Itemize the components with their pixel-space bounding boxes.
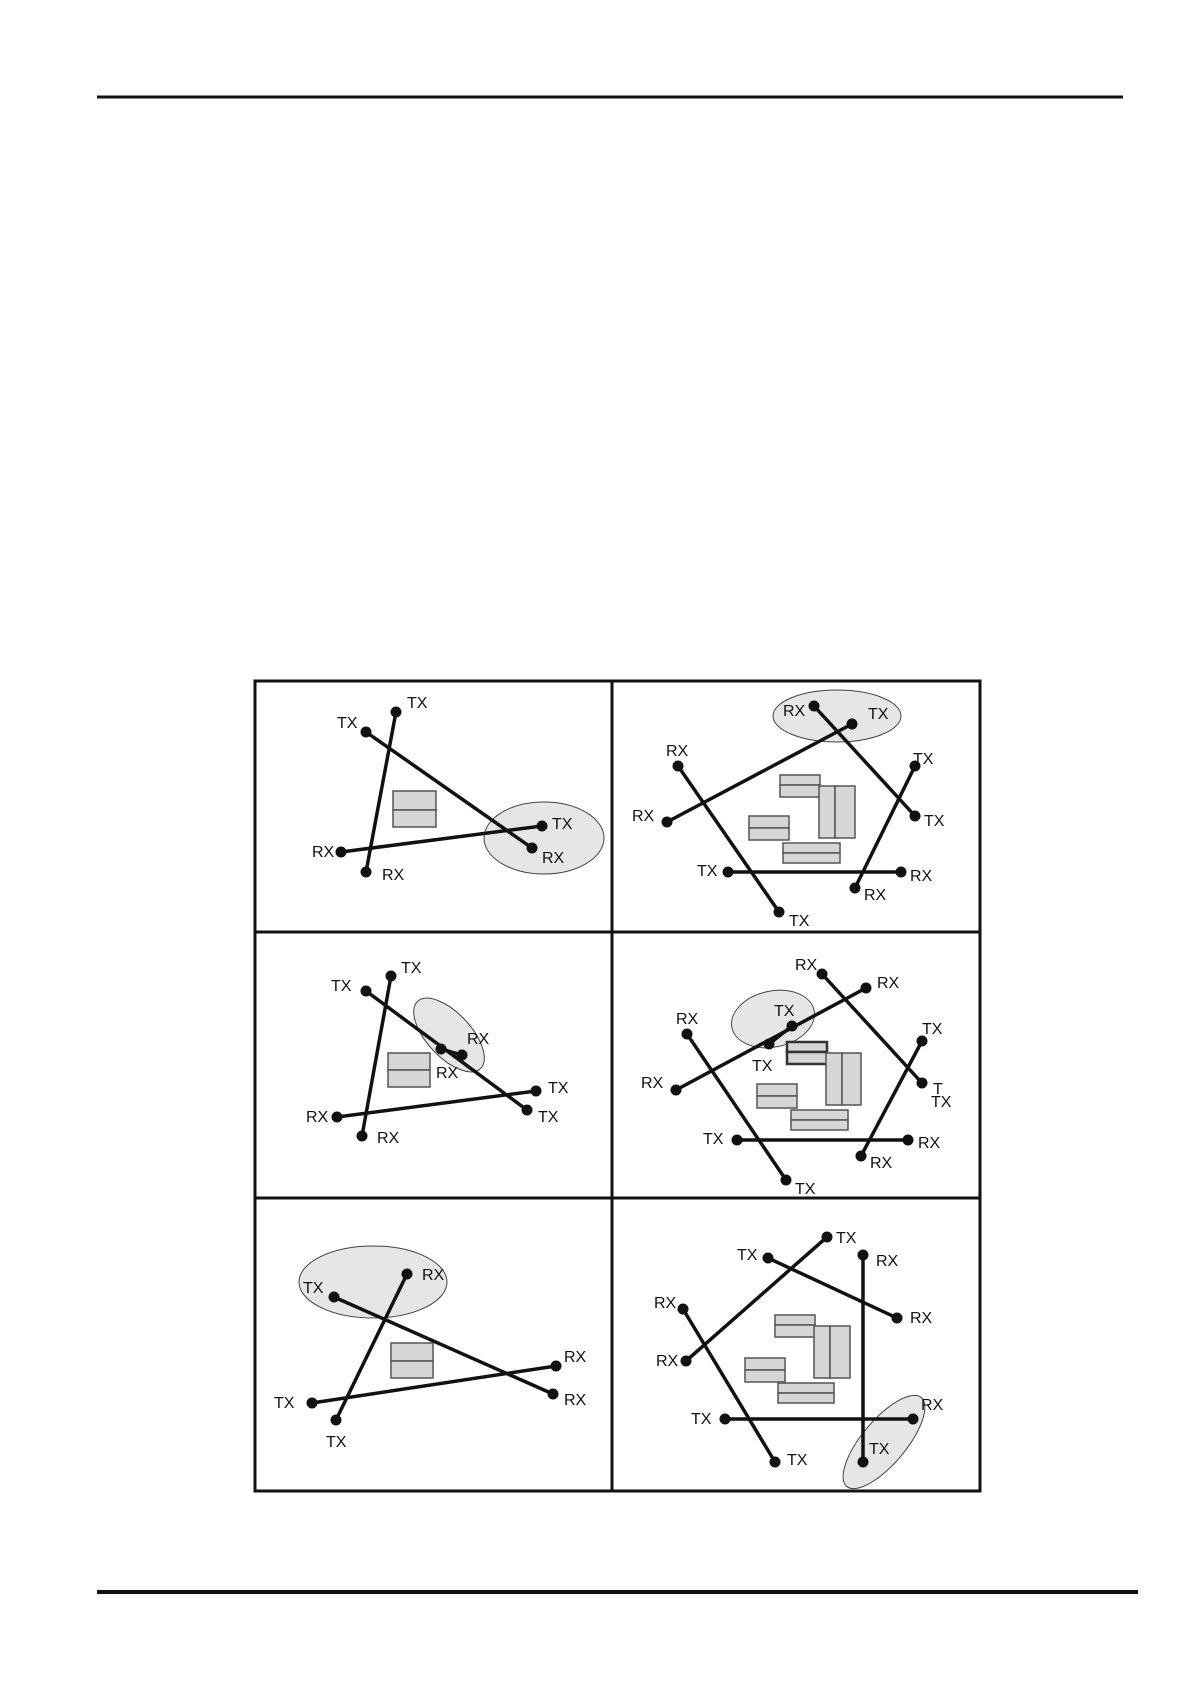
rx-label: RX — [654, 1295, 677, 1312]
node-dot — [681, 1356, 692, 1367]
panel-5 — [274, 1246, 587, 1451]
node-dot — [781, 1175, 792, 1186]
rx-label: RX — [382, 867, 405, 884]
tx-label: TX — [303, 1280, 324, 1297]
rx-label: RX — [910, 1310, 933, 1327]
tx-label: TX — [697, 863, 718, 880]
node-dot — [856, 1151, 867, 1162]
obstacle-cluster — [745, 1315, 850, 1403]
tx-label: TX — [552, 816, 573, 833]
rx-label: RX — [564, 1349, 587, 1366]
node-dot — [331, 1415, 342, 1426]
node-dot — [770, 1457, 781, 1468]
rx-label: RX — [910, 868, 933, 885]
node-dot — [548, 1389, 559, 1400]
tx-label: TX — [787, 1452, 808, 1469]
node-dot — [673, 761, 684, 772]
obstacle-block — [393, 791, 436, 827]
node-dot — [361, 727, 372, 738]
tx-label: TX — [931, 1094, 952, 1111]
tx-label: TX — [752, 1058, 773, 1075]
tx-label: TX — [326, 1434, 347, 1451]
tx-label: TX — [868, 706, 889, 723]
tx-label: TX — [274, 1395, 295, 1412]
radio-link — [683, 1309, 775, 1462]
node-dot — [861, 983, 872, 994]
node-dot — [787, 1021, 798, 1032]
rx-label: RX — [877, 975, 900, 992]
node-dot — [307, 1398, 318, 1409]
tx-label: TX — [913, 751, 934, 768]
tx-label: TX — [691, 1411, 712, 1428]
rx-label: RX — [870, 1155, 893, 1172]
tx-label: TX — [795, 1181, 816, 1198]
tx-label: TX — [774, 1003, 795, 1020]
rx-label: RX — [921, 1397, 944, 1414]
panel-3 — [306, 960, 569, 1147]
panel-6 — [654, 1230, 944, 1501]
rx-label: RX — [377, 1130, 400, 1147]
rx-label: RX — [795, 957, 818, 974]
node-dot — [361, 986, 372, 997]
rx-label: RX — [306, 1109, 329, 1126]
node-dot — [671, 1085, 682, 1096]
rx-label: RX — [632, 808, 655, 825]
node-dot — [763, 1253, 774, 1264]
node-dot — [386, 971, 397, 982]
node-dot — [723, 867, 734, 878]
obstacle-block — [391, 1343, 433, 1378]
node-dot — [531, 1086, 542, 1097]
rx-label: RX — [864, 887, 887, 904]
tx-label: TX — [922, 1021, 943, 1038]
node-dot — [402, 1269, 413, 1280]
rx-label: RX — [422, 1267, 445, 1284]
node-dot — [682, 1029, 693, 1040]
node-dot — [678, 1304, 689, 1315]
node-dot — [908, 1414, 919, 1425]
rx-label: RX — [564, 1392, 587, 1409]
node-dot — [896, 867, 907, 878]
node-dot — [551, 1361, 562, 1372]
node-dot — [732, 1135, 743, 1146]
t-label: T — [933, 1081, 943, 1098]
node-dot — [774, 907, 785, 918]
tx-label: TX — [737, 1247, 758, 1264]
rx-label: RX — [467, 1031, 490, 1048]
rx-label: RX — [542, 850, 565, 867]
node-dot — [847, 719, 858, 730]
tx-label: TX — [924, 813, 945, 830]
radio-link — [312, 1366, 556, 1403]
rx-label: RX — [876, 1253, 899, 1270]
rx-label: RX — [312, 844, 335, 861]
node-dot — [332, 1112, 343, 1123]
node-dot — [527, 843, 538, 854]
node-dot — [329, 1292, 340, 1303]
tx-label: TX — [538, 1109, 559, 1126]
tx-label: TX — [337, 715, 358, 732]
node-dot — [910, 811, 921, 822]
rx-label: RX — [918, 1135, 941, 1152]
radio-link — [334, 1297, 553, 1394]
tx-label: TX — [407, 695, 428, 712]
node-dot — [537, 821, 548, 832]
node-dot — [903, 1135, 914, 1146]
tx-label: TX — [401, 960, 422, 977]
node-dot — [457, 1050, 468, 1061]
node-dot — [357, 1131, 368, 1142]
node-dot — [917, 1078, 928, 1089]
node-dot — [858, 1457, 869, 1468]
obstacle-cluster — [757, 1042, 861, 1130]
tx-label: TX — [331, 978, 352, 995]
node-dot — [850, 883, 861, 894]
rx-label: RX — [641, 1075, 664, 1092]
obstacle-cluster — [749, 775, 855, 863]
tx-label: TX — [789, 913, 810, 930]
tx-label: TX — [836, 1230, 857, 1247]
rx-label: RX — [666, 743, 689, 760]
rx-label: RX — [436, 1065, 459, 1082]
node-dot — [662, 817, 673, 828]
node-dot — [720, 1414, 731, 1425]
panel-2 — [632, 690, 945, 930]
node-dot — [436, 1044, 447, 1055]
node-dot — [391, 707, 402, 718]
node-dot — [822, 1232, 833, 1243]
rx-label: RX — [656, 1353, 679, 1370]
tx-label: TX — [703, 1131, 724, 1148]
node-dot — [522, 1105, 533, 1116]
node-dot — [817, 969, 828, 980]
tx-label: TX — [869, 1441, 890, 1458]
rx-label: RX — [783, 703, 806, 720]
tx-label: TX — [548, 1080, 569, 1097]
node-dot — [892, 1313, 903, 1324]
panel-4 — [641, 957, 952, 1198]
figure-frame — [255, 681, 980, 1491]
node-dot — [858, 1250, 869, 1261]
node-dot — [809, 701, 820, 712]
obstacle-block — [388, 1053, 430, 1087]
panel-1 — [312, 695, 604, 884]
node-dot — [336, 847, 347, 858]
node-dot — [764, 1039, 775, 1050]
node-dot — [361, 867, 372, 878]
radio-link-layout-figure — [255, 681, 980, 1501]
rx-label: RX — [676, 1011, 699, 1028]
